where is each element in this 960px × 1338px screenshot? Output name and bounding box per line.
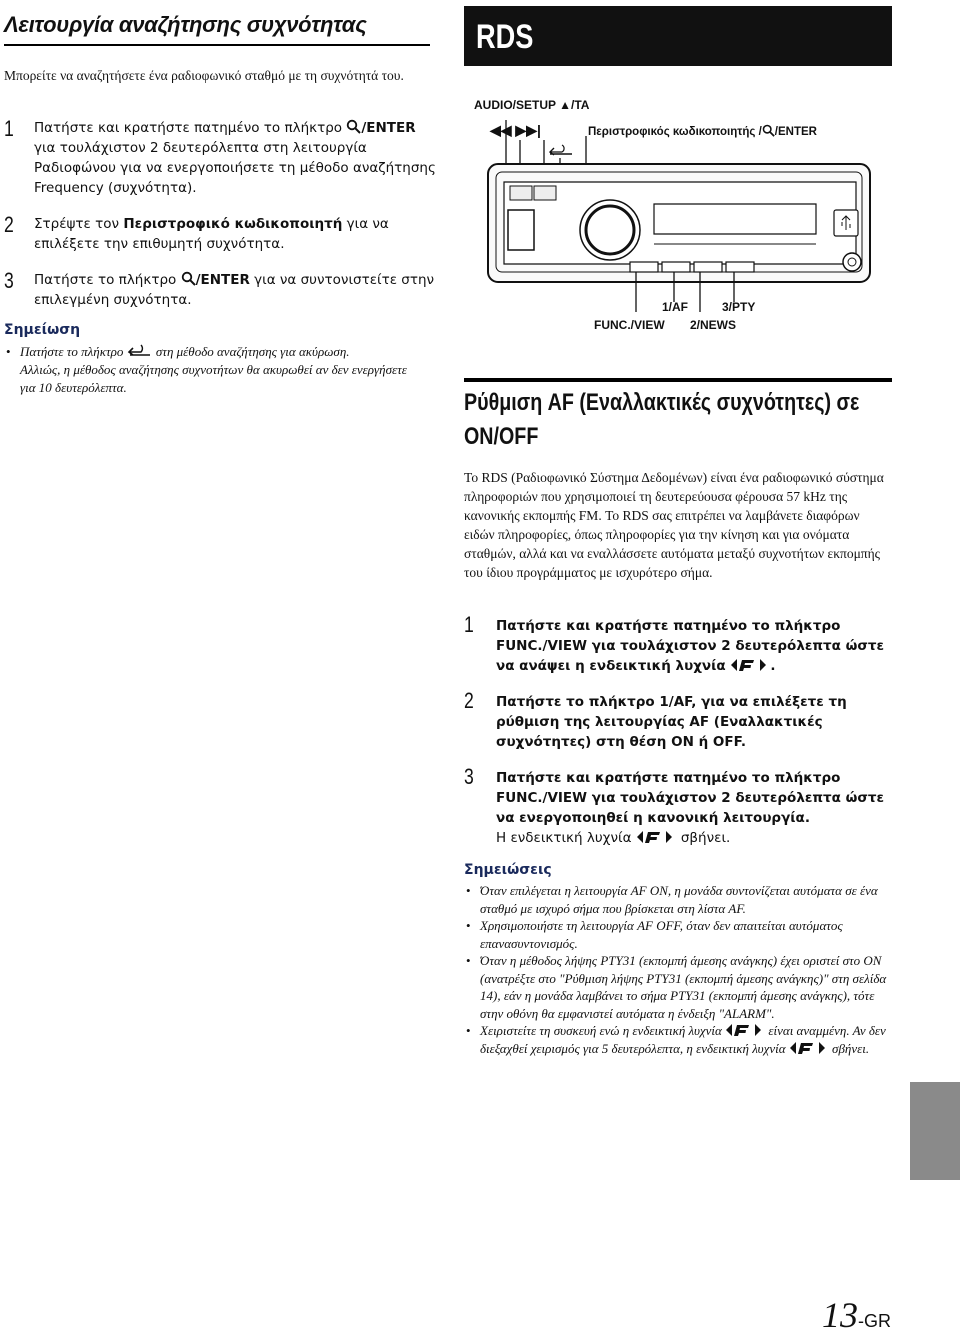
title-rule bbox=[4, 44, 430, 46]
note-item: • Χρησιμοποιήστε τη λειτουργία AF OFF, όταν δεν απαιτείται αυτόματος επανασυντονισμός. bbox=[464, 917, 892, 952]
notes-heading: Σημειώσεις bbox=[464, 862, 552, 878]
step-number: 3 bbox=[4, 268, 14, 293]
head-unit-diagram bbox=[464, 112, 894, 312]
return-icon bbox=[550, 145, 572, 155]
section-title-af: Ρύθμιση AF (Εναλλακτικές συχνότητες) σε ON/OFF bbox=[464, 378, 892, 454]
search-icon bbox=[181, 271, 196, 286]
rds-intro: Το RDS (Ραδιοφωνικό Σύστημα Δεδομένων) είναι ένα ραδιοφωνικό σύστημα πληροφοριών που χρησιμοποιεί τη δευτερεύουσα φέρουσα 57 kHz της κανονικής εκπομπής FM. Το RDS σας επιτρέπει να λαμβάνετε διαφόρων ειδών πληροφορίες, όπως πληροφορίες για την κίνηση και για ονόματα σταθμών, αλλά και να εναλλάσσετε αυτόματα μεταξύ συχνοτήτων εκπομπής του ίδιου προγράμματος με ισχυρότερο σήμα. bbox=[464, 470, 884, 580]
label-encoder: Περιστροφικός κωδικοποιητής / /ENTER bbox=[588, 126, 817, 138]
return-icon bbox=[127, 344, 153, 358]
step-number: 2 bbox=[464, 688, 474, 713]
label-news: 2/NEWS bbox=[690, 318, 737, 332]
language-tab bbox=[910, 1082, 960, 1180]
note-heading: Σημείωση bbox=[4, 322, 81, 338]
step-number: 1 bbox=[464, 612, 474, 637]
af-indicator-icon bbox=[725, 1023, 765, 1037]
rds-banner: RDS bbox=[464, 6, 892, 66]
search-icon bbox=[346, 119, 361, 134]
af-indicator-icon bbox=[730, 658, 770, 672]
section-title-frequency-search: Λειτουργία αναζήτησης συχνότητας bbox=[4, 12, 367, 37]
af-indicator-icon bbox=[789, 1041, 829, 1055]
notes-list bbox=[464, 882, 892, 1057]
note-item: • Όταν η μέθοδος λήψης PTY31 (εκπομπή άμεσης ανάγκης) έχει οριστεί στο ON (ανατρέξτε στο "Ρύθμιση λήψης PTY31 (εκπομπή άμεσης ανάγκης)" στη σελίδα 14), εάν η μονάδα λαμβάνει το σήμα PTY31 (εκπομπή άμεσης ανάγκης), τότε στην οθόνη θα εμφανιστεί αυτόματα η ένδειξη "ALARM". bbox=[464, 952, 892, 1022]
note-list bbox=[4, 343, 414, 397]
page-number: 13-GR bbox=[822, 1295, 891, 1335]
note-item: • Πατήστε το πλήκτρο στη μέθοδο αναζήτησης για ακύρωση. Αλλιώς, η μέθοδος αναζήτησης συχνοτήτων θα ακυρωθεί αν δεν ενεργήσετε για 10 δευτερόλεπτα. bbox=[4, 343, 414, 397]
af-indicator-icon bbox=[636, 830, 676, 844]
label-pty: 3/PTY bbox=[722, 300, 756, 314]
label-prev-next: ◀◀ ▶▶| bbox=[490, 122, 541, 138]
label-func-view: FUNC./VIEW bbox=[594, 318, 665, 332]
step-number: 1 bbox=[4, 116, 14, 141]
note-item: • Χειριστείτε τη συσκευή ενώ η ενδεικτική λυχνία είναι αναμμένη. Αν δεν διεξαχθεί χειρισμός για 5 δευτερόλεπτα, η ενδεικτική λυχνία σβήνει. bbox=[464, 1022, 892, 1057]
note-item: • Όταν επιλέγεται η λειτουργία AF ON, η μονάδα συντονίζεται αυτόματα σε ένα σταθμό με ισχυρό σήμα που βρίσκεται στη λίστα AF. bbox=[464, 882, 892, 917]
frequency-intro: Μπορείτε να αναζητήσετε ένα ραδιοφωνικό σταθμό με τη συχνότητά του. bbox=[4, 68, 404, 83]
label-af: 1/AF bbox=[662, 300, 689, 314]
label-audio-setup: AUDIO/SETUP ▲/TA bbox=[474, 98, 590, 112]
step-number: 3 bbox=[464, 764, 474, 789]
step-number: 2 bbox=[4, 212, 14, 237]
